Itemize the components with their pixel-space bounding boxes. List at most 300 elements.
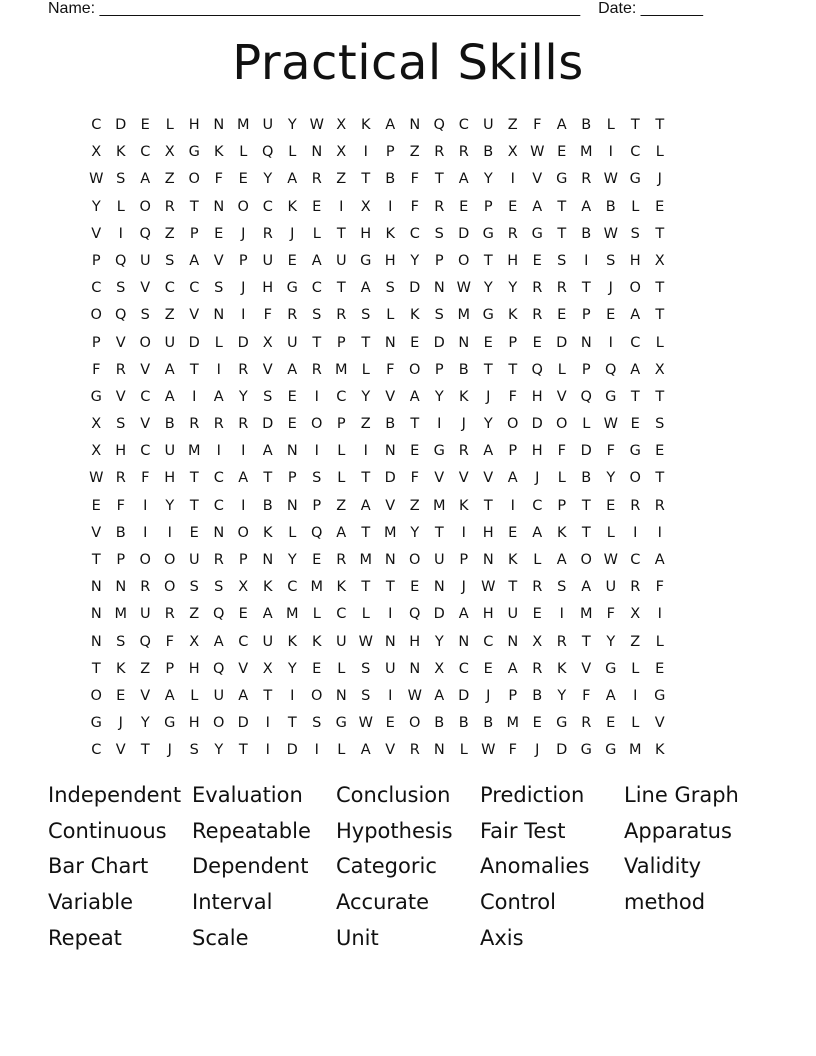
grid-letter: I <box>241 497 246 514</box>
grid-letter: B <box>164 416 175 433</box>
grid-letter: E <box>532 252 542 269</box>
grid-letter: E <box>532 715 542 732</box>
grid-letter: R <box>581 715 592 732</box>
grid-letter: E <box>508 524 518 541</box>
grid-letter: L <box>337 443 346 460</box>
grid-letter: X <box>189 633 200 650</box>
word-bank-item: Scale <box>192 925 249 950</box>
grid-letter: N <box>262 552 274 568</box>
grid-letter: I <box>265 715 270 732</box>
grid-letter: E <box>312 198 322 215</box>
grid-letter: C <box>409 225 420 242</box>
word-bank-item: Fair Test <box>480 818 566 843</box>
grid-letter: R <box>238 361 249 378</box>
grid-letter: Z <box>140 660 151 677</box>
grid-letter: A <box>164 388 175 405</box>
grid-letter: P <box>483 198 493 215</box>
grid-letter: Y <box>165 497 175 514</box>
grid-letter: K <box>458 497 469 514</box>
grid-letter: Q <box>213 606 225 623</box>
grid-letter: X <box>434 660 445 677</box>
grid-letter: E <box>91 497 101 514</box>
grid-letter: V <box>213 252 224 269</box>
grid-row <box>84 302 732 329</box>
grid-letter: R <box>115 470 126 487</box>
grid-letter: F <box>655 579 664 596</box>
grid-letter: H <box>531 443 543 460</box>
grid-letter: Z <box>507 117 518 133</box>
grid-letter: Y <box>483 280 493 297</box>
grid-letter: P <box>508 687 518 704</box>
grid-letter: W <box>358 715 373 732</box>
grid-letter: L <box>312 225 321 242</box>
grid-letter: Y <box>434 388 444 405</box>
grid-letter: F <box>508 388 517 405</box>
grid-letter: F <box>410 470 419 487</box>
grid-letter: K <box>311 633 322 650</box>
grid-letter: L <box>606 524 615 541</box>
grid-letter: Y <box>606 633 616 650</box>
grid-letter: R <box>630 579 641 596</box>
grid-letter: N <box>409 117 421 133</box>
grid-letter: Y <box>410 524 420 541</box>
grid-letter: J <box>535 470 540 487</box>
grid-letter: K <box>409 307 420 324</box>
grid-letter: P <box>557 497 567 514</box>
grid-letter: I <box>388 687 393 704</box>
grid-letter: J <box>241 280 246 297</box>
grid-letter: Z <box>360 416 371 433</box>
grid-letter: W <box>603 225 618 242</box>
grid-letter: I <box>167 524 172 541</box>
grid-letter: R <box>434 198 445 215</box>
grid-letter: B <box>483 144 494 161</box>
grid-letter: T <box>508 361 518 378</box>
grid-letter: E <box>287 416 297 433</box>
grid-letter: D <box>115 117 127 133</box>
grid-letter: A <box>262 606 273 623</box>
grid-letter: R <box>532 307 543 324</box>
grid-letter: A <box>213 633 224 650</box>
grid-letter: A <box>532 198 543 215</box>
grid-letter: Y <box>140 715 150 732</box>
grid-letter: A <box>409 388 420 405</box>
grid-letter: C <box>630 334 641 351</box>
grid-letter: I <box>633 524 638 541</box>
grid-letter: W <box>309 117 324 133</box>
grid-letter: S <box>361 687 371 704</box>
grid-letter: F <box>214 171 223 188</box>
grid-letter: Y <box>238 388 248 405</box>
grid-letter: N <box>213 198 225 215</box>
grid-letter: E <box>483 660 493 677</box>
grid-letter: N <box>458 334 470 351</box>
grid-letter: R <box>532 280 543 297</box>
grid-letter: S <box>189 742 199 759</box>
grid-letter: R <box>654 497 665 514</box>
grid-letter: T <box>91 552 101 568</box>
grid-letter: G <box>164 715 176 732</box>
grid-letter: O <box>311 687 323 704</box>
grid-letter: Z <box>336 171 347 188</box>
grid-row <box>84 601 732 628</box>
grid-letter: C <box>336 606 347 623</box>
grid-letter: Q <box>115 252 127 269</box>
grid-letter: P <box>336 416 346 433</box>
grid-letter: F <box>533 117 542 133</box>
grid-letter: X <box>336 144 347 161</box>
grid-letter: S <box>385 280 395 297</box>
grid-letter: M <box>187 443 201 460</box>
grid-letter: N <box>507 633 519 650</box>
grid-letter: M <box>506 715 519 732</box>
grid-letter: C <box>336 388 347 405</box>
word-bank-item: Dependent <box>192 854 309 879</box>
grid-letter: U <box>335 633 347 650</box>
grid-letter: M <box>285 606 299 623</box>
grid-letter: J <box>608 280 613 297</box>
grid-letter: E <box>508 198 518 215</box>
grid-letter: L <box>165 117 174 133</box>
grid-letter: N <box>384 334 396 351</box>
grid-letter: P <box>287 470 297 487</box>
grid-letter: L <box>361 606 370 623</box>
grid-letter: E <box>557 144 567 161</box>
grid-letter: S <box>214 280 224 297</box>
grid-row <box>84 221 732 248</box>
grid-letter: E <box>655 660 665 677</box>
grid-letter: T <box>557 198 567 215</box>
grid-letter: X <box>654 361 665 378</box>
grid-letter: G <box>531 225 543 242</box>
date-field: Date: _______ <box>598 0 704 17</box>
grid-letter: P <box>434 252 444 269</box>
grid-letter: T <box>336 280 346 297</box>
grid-letter: G <box>629 443 641 460</box>
grid-letter: T <box>434 171 444 188</box>
grid-letter: F <box>508 742 517 759</box>
grid-letter: N <box>286 497 298 514</box>
grid-letter: T <box>434 524 444 541</box>
word-bank-item: Evaluation <box>192 783 303 807</box>
grid-letter: I <box>461 524 466 541</box>
grid-letter: O <box>311 416 323 433</box>
grid-letter: M <box>383 524 397 541</box>
grid-letter: F <box>165 633 174 650</box>
grid-letter: T <box>557 225 567 242</box>
grid-letter: I <box>657 606 662 623</box>
grid-letter: H <box>164 470 176 487</box>
grid-letter: I <box>339 198 344 215</box>
grid-letter: T <box>361 470 371 487</box>
grid-letter: G <box>286 280 298 297</box>
grid-letter: R <box>311 361 322 378</box>
grid-letter: L <box>631 715 640 732</box>
grid-letter: S <box>189 579 199 596</box>
grid-letter: M <box>334 361 348 378</box>
grid-letter: N <box>384 633 396 650</box>
grid-letter: E <box>606 715 616 732</box>
grid-letter: I <box>143 497 148 514</box>
grid-row <box>84 710 732 737</box>
grid-letter: P <box>165 660 175 677</box>
grid-letter: N <box>213 307 225 324</box>
grid-letter: S <box>214 579 224 596</box>
grid-letter: K <box>287 198 297 215</box>
grid-letter: L <box>582 416 591 433</box>
grid-letter: F <box>606 606 615 623</box>
grid-letter: N <box>90 633 102 650</box>
grid-row <box>84 547 732 574</box>
word-bank-item: Variable <box>48 890 134 915</box>
grid-letter: N <box>433 742 445 759</box>
grid-letter: H <box>482 524 494 541</box>
grid-letter: D <box>237 334 249 351</box>
grid-letter: H <box>409 633 421 650</box>
grid-letter: I <box>437 416 442 433</box>
grid-letter: V <box>654 715 665 732</box>
grid-letter: T <box>655 225 665 242</box>
grid-letter: W <box>530 144 545 161</box>
grid-letter: B <box>605 198 616 215</box>
grid-letter: W <box>89 470 104 487</box>
grid-letter: V <box>115 334 126 351</box>
grid-letter: V <box>238 660 249 677</box>
grid-letter: S <box>606 252 616 269</box>
grid-letter: T <box>189 497 199 514</box>
grid-letter: E <box>287 388 297 405</box>
grid-letter: S <box>116 633 126 650</box>
grid-letter: T <box>361 334 371 351</box>
grid-letter: S <box>655 416 665 433</box>
word-bank-item: method <box>624 890 706 915</box>
grid-letter: Z <box>164 307 175 324</box>
grid-letter: K <box>115 660 126 677</box>
grid-letter: T <box>483 497 493 514</box>
grid-letter: Y <box>434 633 444 650</box>
grid-letter: R <box>507 225 518 242</box>
grid-letter: G <box>360 252 372 269</box>
grid-letter: V <box>140 361 151 378</box>
grid-letter: E <box>312 660 322 677</box>
grid-letter: B <box>458 361 469 378</box>
grid-letter: E <box>630 416 640 433</box>
grid-letter: P <box>459 552 469 568</box>
grid-letter: D <box>556 742 568 759</box>
header-fields <box>48 0 768 20</box>
grid-letter: O <box>237 524 249 541</box>
grid-letter: L <box>337 742 346 759</box>
grid-row <box>84 683 732 710</box>
grid-letter: N <box>213 117 225 133</box>
grid-letter: U <box>164 334 176 351</box>
grid-letter: S <box>434 307 444 324</box>
grid-letter: C <box>213 470 224 487</box>
grid-letter: K <box>556 524 567 541</box>
grid-letter: U <box>262 633 274 650</box>
grid-letter: D <box>458 687 470 704</box>
grid-letter: W <box>603 171 618 188</box>
grid-letter: Z <box>409 497 420 514</box>
grid-letter: M <box>579 606 593 623</box>
grid-letter: V <box>262 361 273 378</box>
grid-letter: W <box>603 416 618 433</box>
grid-letter: A <box>556 552 567 568</box>
grid-letter: G <box>580 742 592 759</box>
grid-letter: Q <box>115 307 127 324</box>
grid-letter: K <box>360 117 371 133</box>
grid-letter: L <box>459 742 468 759</box>
grid-letter: D <box>409 280 421 297</box>
grid-letter: I <box>314 388 319 405</box>
grid-letter: X <box>532 633 543 650</box>
grid-letter: T <box>287 715 297 732</box>
grid-letter: W <box>456 280 471 297</box>
grid-letter: P <box>336 334 346 351</box>
grid-letter: T <box>581 280 591 297</box>
grid-row <box>84 357 732 384</box>
grid-letter: R <box>213 416 224 433</box>
grid-letter: T <box>655 388 665 405</box>
grid-letter: B <box>458 715 469 732</box>
grid-letter: E <box>238 606 248 623</box>
grid-letter: Y <box>287 117 297 133</box>
grid-letter: A <box>238 687 249 704</box>
grid-letter: T <box>189 361 199 378</box>
grid-letter: T <box>630 117 640 133</box>
grid-letter: I <box>216 443 221 460</box>
grid-letter: E <box>140 117 150 133</box>
grid-letter: P <box>581 361 591 378</box>
grid-letter: V <box>91 524 102 541</box>
grid-letter: T <box>655 117 665 133</box>
grid-letter: X <box>164 144 175 161</box>
grid-letter: J <box>461 416 466 433</box>
grid-letter: R <box>311 171 322 188</box>
word-bank-item: Continuous <box>48 818 167 843</box>
grid-row <box>84 384 732 411</box>
grid-letter: P <box>312 497 322 514</box>
grid-letter: L <box>361 361 370 378</box>
grid-letter: E <box>238 171 248 188</box>
grid-letter: J <box>657 171 662 188</box>
grid-letter: R <box>581 171 592 188</box>
grid-row <box>84 194 732 221</box>
grid-letter: N <box>311 144 323 161</box>
grid-letter: U <box>262 117 274 133</box>
grid-letter: Z <box>409 144 420 161</box>
grid-letter: R <box>164 198 175 215</box>
grid-letter: T <box>263 470 273 487</box>
grid-letter: A <box>434 687 445 704</box>
grid-letter: N <box>286 443 298 460</box>
word-bank-item: Unit <box>336 925 379 950</box>
grid-letter: V <box>115 388 126 405</box>
grid-letter: C <box>483 633 494 650</box>
grid-letter: V <box>434 470 445 487</box>
grid-letter: H <box>115 443 127 460</box>
grid-letter: B <box>262 497 273 514</box>
grid-letter: V <box>581 660 592 677</box>
grid-letter: J <box>290 225 295 242</box>
grid-letter: I <box>559 606 564 623</box>
grid-letter: N <box>335 687 347 704</box>
grid-letter: M <box>457 307 470 324</box>
grid-letter: Y <box>508 280 518 297</box>
grid-row <box>84 166 732 193</box>
grid-letter: K <box>458 388 469 405</box>
grid-letter: O <box>164 552 176 568</box>
word-bank <box>48 778 768 956</box>
grid-letter: K <box>556 660 567 677</box>
grid-letter: C <box>140 388 151 405</box>
grid-letter: Q <box>605 361 617 378</box>
grid-letter: I <box>510 497 515 514</box>
grid-letter: B <box>385 416 396 433</box>
grid-letter: U <box>384 660 396 677</box>
grid-letter: Y <box>483 416 493 433</box>
grid-letter: T <box>140 742 150 759</box>
grid-letter: O <box>237 198 249 215</box>
grid-letter: A <box>287 171 298 188</box>
grid-letter: C <box>91 280 102 297</box>
grid-letter: I <box>510 171 515 188</box>
grid-letter: T <box>189 470 199 487</box>
grid-letter: I <box>241 307 246 324</box>
grid-letter: J <box>486 687 491 704</box>
grid-letter: C <box>458 117 469 133</box>
grid-letter: D <box>556 334 568 351</box>
grid-letter: Q <box>139 225 151 242</box>
grid-letter: T <box>581 524 591 541</box>
grid-letter: L <box>655 144 664 161</box>
grid-letter: U <box>482 117 494 133</box>
grid-letter: R <box>630 497 641 514</box>
grid-letter: A <box>360 497 371 514</box>
grid-letter: B <box>434 715 445 732</box>
grid-letter: N <box>482 552 494 568</box>
grid-letter: M <box>310 579 323 596</box>
grid-letter: M <box>359 552 372 568</box>
grid-letter: C <box>213 497 224 514</box>
grid-letter: A <box>581 198 592 215</box>
grid-letter: T <box>581 497 591 514</box>
grid-row <box>84 493 732 520</box>
grid-letter: N <box>433 579 445 596</box>
grid-letter: R <box>336 307 347 324</box>
grid-letter: V <box>140 280 151 297</box>
grid-letter: A <box>458 171 469 188</box>
grid-letter: P <box>581 307 591 324</box>
grid-letter: U <box>605 579 617 596</box>
grid-letter: R <box>556 280 567 297</box>
grid-letter: H <box>360 225 372 242</box>
grid-letter: E <box>312 552 322 568</box>
grid-letter: Q <box>213 660 225 677</box>
word-bank-item: Accurate <box>336 890 430 915</box>
grid-letter: A <box>458 606 469 623</box>
grid-letter: G <box>482 225 494 242</box>
grid-letter: R <box>458 144 469 161</box>
grid-letter: E <box>410 443 420 460</box>
grid-letter: U <box>188 552 200 568</box>
grid-letter: S <box>140 307 150 324</box>
grid-letter: J <box>241 225 246 242</box>
grid-letter: S <box>557 579 567 596</box>
grid-letter: F <box>92 361 101 378</box>
grid-letter: A <box>164 361 175 378</box>
word-bank-item: Prediction <box>480 783 585 807</box>
